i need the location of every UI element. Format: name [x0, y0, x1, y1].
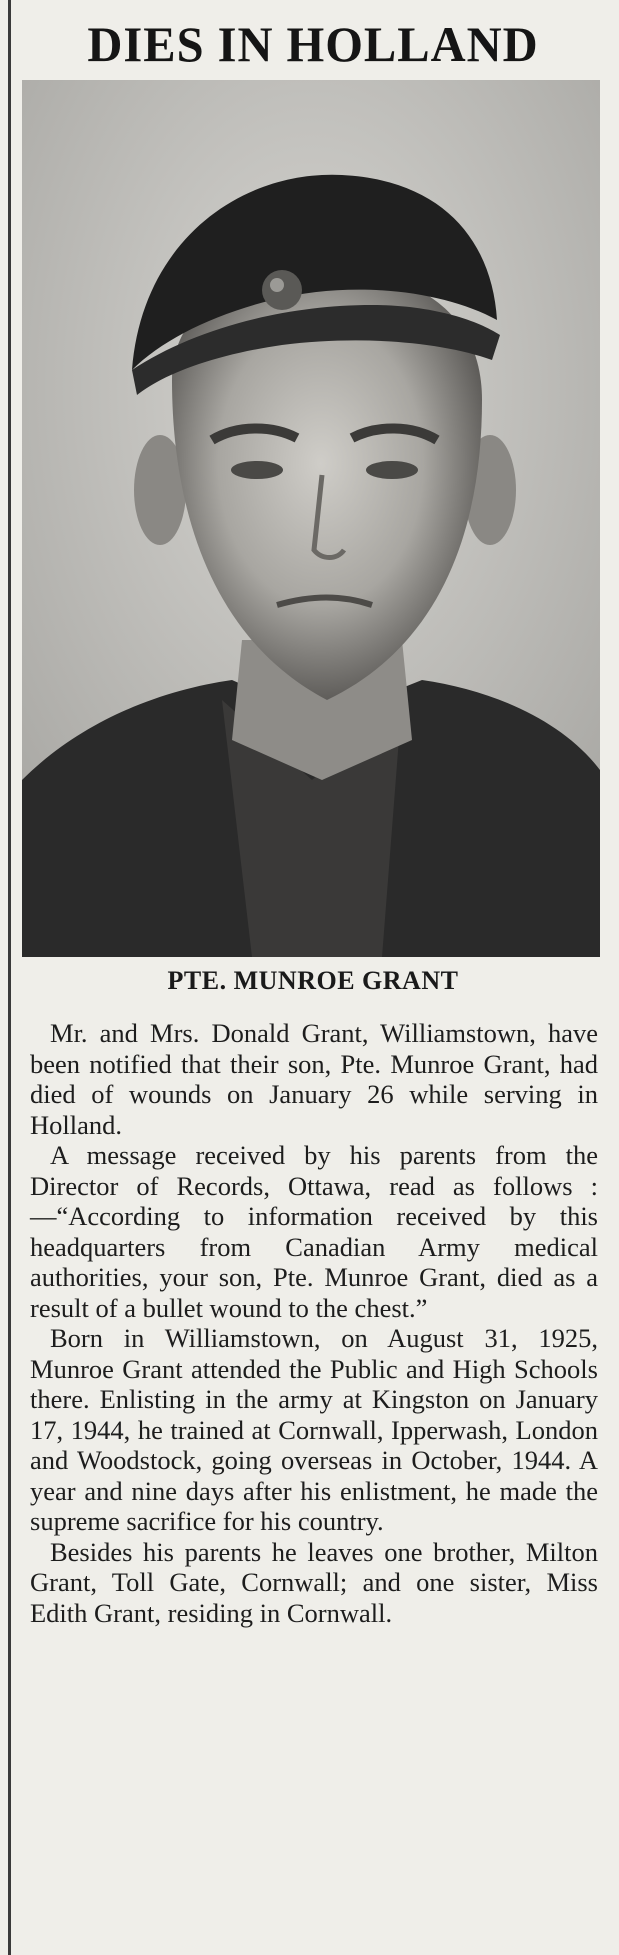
paragraph-message: A message received by his parents from the Director of Records, Ottawa, read as follows :—“According to information received by this headquarters from Canadian Army medical authorities, your son, Pte. Munroe Grant, died as a result of a bullet wound to the chest.” — [30, 1140, 598, 1323]
soldier-portrait-photo — [22, 80, 600, 957]
photo-caption: PTE. MUNROE GRANT — [167, 966, 459, 995]
column-rule — [8, 0, 11, 1955]
article-body — [30, 1018, 598, 1628]
paragraph-biography: Born in Williamstown, on August 31, 1925, Munroe Grant attended the Public and High Schools there. Enlisting in the army at Kingston on January 17, 1944, he trained at Cornwall, Ipperwash, London and Woodstock, going overseas in October, 1944. A year and nine days after his enlistment, he made the supreme sacrifice for his country. — [30, 1323, 598, 1536]
paragraph-notification: Mr. and Mrs. Donald Grant, Williamstown, have been notified that their son, Pte. Munroe Grant, had died of wounds on January 26 while serving in Holland. — [30, 1018, 598, 1140]
headline: DIES IN HOLLAND — [87, 16, 539, 72]
paragraph-survivors: Besides his parents he leaves one brother, Milton Grant, Toll Gate, Cornwall; and one sister, Miss Edith Grant, residing in Cornwall. — [30, 1536, 598, 1628]
